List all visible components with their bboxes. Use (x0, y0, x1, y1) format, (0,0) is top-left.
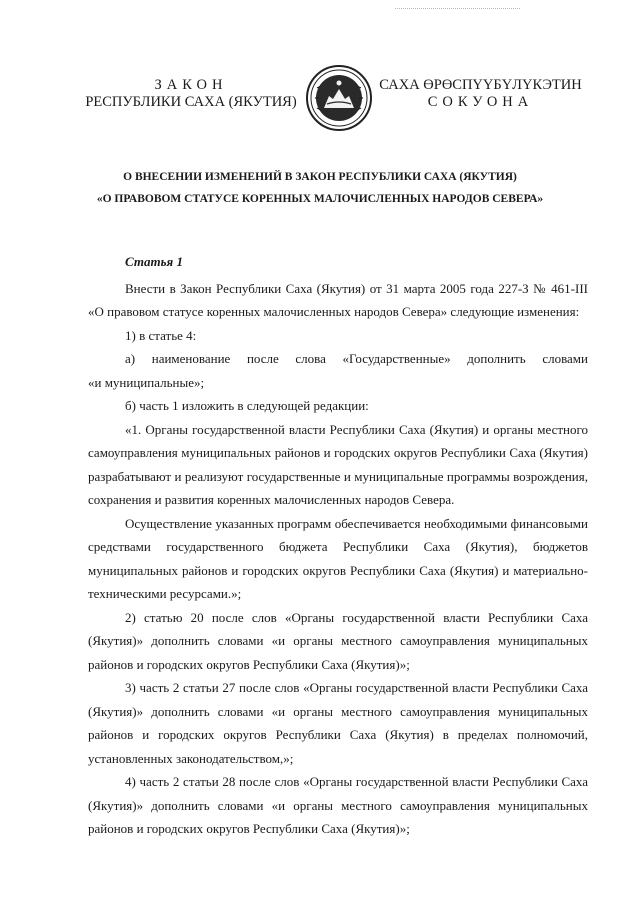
quote-paragraph-2: Осуществление указанных программ обеспечивается необходимыми финансовыми средствами государственного бюджета Республики Саха (Якутия), бюджетов муниципальных районов и городских округов Республики Саха (Якутия) и материально-техническими ресурсами.»; (88, 515, 588, 601)
item-1a-word: а) (125, 351, 136, 366)
header-left (80, 77, 302, 111)
quote-paragraph-1: «1. Органы государственной власти Республики Саха (Якутия) и органы местного самоуправления муниципальных районов и городских округов Республики Саха (Якутия) разрабатывают и реализуют государственные и муниципальные программы возрождения, сохранения и развития коренных малочисленных народов Севера. (88, 421, 588, 507)
item-1: 1) в статье 4: (125, 327, 197, 343)
coat-of-arms-emblem (305, 62, 373, 134)
item-1a-word: словами (542, 351, 588, 366)
header-left-line2: РЕСПУБЛИКИ САХА (ЯКУТИЯ) (85, 94, 297, 110)
item-1a-word: слова (295, 351, 326, 366)
item-2: 2) статью 20 после слов «Органы государственной власти Республики Саха (Якутия)» дополнить словами «и органы местного самоуправления муниципальных районов и городских округов Республики Саха (Якутия)»; (88, 609, 588, 672)
scan-artifact (395, 8, 520, 10)
header-right-line2: СОКУОНА (427, 94, 534, 110)
article-heading: Статья 1 (125, 254, 183, 269)
document-title-line1: О ВНЕСЕНИИ ИЗМЕНЕНИЙ В ЗАКОН РЕСПУБЛИКИ САХА (ЯКУТИЯ) (123, 171, 517, 183)
header-left-line1: ЗАКОН (154, 77, 228, 93)
item-1a-word: дополнить (467, 351, 526, 366)
item-4: 4) часть 2 статьи 28 после слов «Органы государственной власти Республики Саха (Якутия)» дополнить словами «и органы местного самоуправления муниципальных районов и городских округов Республики Саха (Якутия)»; (88, 774, 588, 836)
item-1a-word: «Государственные» (342, 351, 451, 366)
item-1a-word: после (246, 351, 279, 366)
document-title-line2: «О ПРАВОВОМ СТАТУСЕ КОРЕННЫХ МАЛОЧИСЛЕННЫХ НАРОДОВ СЕВЕРА» (96, 193, 544, 205)
article-intro: Внести в Закон Республики Саха (Якутия) от 31 марта 2005 года 227-З № 461-III «О правовом статусе коренных малочисленных народов Севера» следующие изменения: (88, 280, 588, 319)
item-1a-end: «и муниципальные»; (88, 374, 205, 390)
item-1a-line (88, 347, 588, 371)
header-right-line1: САХА ӨРӨСПҮҮБҮЛҮКЭТИН (379, 77, 582, 93)
item-1b: б) часть 1 изложить в следующей редакции: (125, 398, 369, 413)
document-body (88, 250, 588, 841)
item-3: 3) часть 2 статьи 27 после слов «Органы государственной власти Республики Саха (Якутия)» дополнить словами «и органы местного самоуправления муниципальных районов и городских округов Республики Саха (Якутия) в пределах полномочий, установленных законодательством,»; (88, 680, 588, 766)
item-1a-word: наименование (151, 351, 231, 366)
header-right (378, 77, 583, 111)
